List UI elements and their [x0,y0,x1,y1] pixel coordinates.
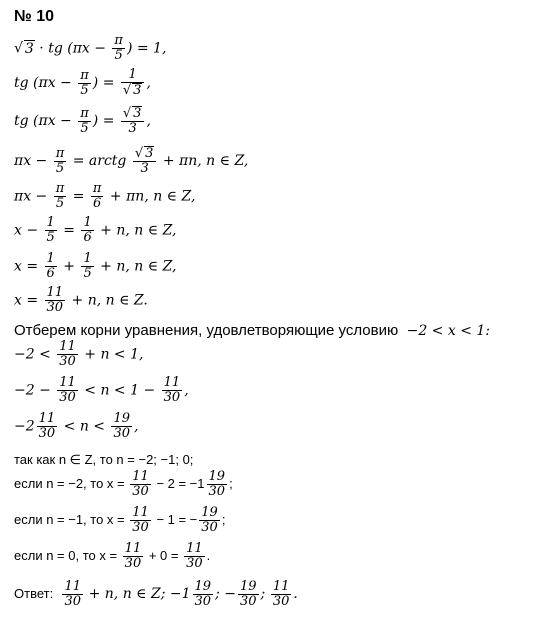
fraction: $\frac{19}{30}$ [239,579,257,609]
fraction: $\frac{√ 3}{3}$ [121,106,145,136]
inequality-1: −2 < $\frac{11}{30}$ + n < 1, [14,339,144,369]
equation-line-1: √ 3 · tg (πx − $\frac{\pi}{5}$ ) = 1, [14,33,167,63]
fraction: $\frac{1}{5}$ [46,215,55,245]
inequality-3: −2 $\frac{11}{30}$ < n < $\frac{19}{30}$ , [14,411,139,441]
fraction: $\frac{1}{5}$ [83,251,92,281]
fraction: $\frac{11}{30}$ [38,411,56,441]
answer-line: Ответ: $\frac{11}{30}$ + n, n ∈ Z; −1 $\frac{19}{30}$ ; − $\frac{19}{30}$ ; $\frac{11}{30}$ . [14,579,298,609]
fraction: $\frac{11}{30}$ [132,469,149,499]
inequality-2: −2 − $\frac{11}{30}$ < n < 1 − $\frac{11}{30}$ , [14,375,189,405]
case-n-0: если n = 0, то x = $\frac{11}{30}$ + 0 = $\frac{11}{30}$ . [14,541,211,571]
fraction: $\frac{11}{30}$ [59,339,76,369]
fraction: $\frac{11}{30}$ [186,541,203,571]
roots-intro: Отберем корни уравнения, удовлетворяющие условию −2 < x < 1: [14,322,491,339]
fraction: $\frac{1}{6}$ [83,215,92,245]
equation-line-7: x = $\frac{1}{6}$ + $\frac{1}{5}$ + n, n ∈ Z, [14,251,177,281]
case-n-minus-1: если n = −1, то x = $\frac{11}{30}$ − 1 = − $\frac{19}{30}$ ; [14,505,226,535]
fraction: $\frac{19}{30}$ [208,469,226,499]
fraction: $\frac{11}{30}$ [64,579,81,609]
fraction: $\frac{19}{30}$ [194,579,212,609]
fraction: $\frac{\pi}{6}$ [92,181,102,211]
fraction: $\frac{\pi}{5}$ [55,181,65,211]
fraction: $\frac{\pi}{5}$ [80,105,89,136]
fraction: $\frac{11}{30}$ [59,375,76,405]
fraction: $\frac{11}{30}$ [163,375,181,405]
equation-line-5: πx − $\frac{\pi}{5}$ = $\frac{\pi}{6}$ + πn, n ∈ Z, [14,181,196,211]
fraction: $\frac{11}{30}$ [46,285,64,315]
fraction: $\frac{\pi}{5}$ [114,33,123,63]
equation-line-2: tg (πx − $\frac{\pi}{5}$ ) = $\frac{1}{√ 3}$ , [14,67,151,98]
equation-line-4: πx − $\frac{\pi}{5}$ = arctg $\frac{√ 3}{3}$ + πn, n ∈ Z, [14,145,249,176]
problem-number: № 10 [14,8,55,25]
case-n-minus-2: если n = −2, то x = $\frac{11}{30}$ − 2 = −1 $\frac{19}{30}$ ; [14,469,233,499]
fraction: $\frac{11}{30}$ [124,541,142,571]
equation-line-6: x − $\frac{1}{5}$ = $\frac{1}{6}$ + n, n ∈ Z, [14,215,177,245]
equation-line-8: x = $\frac{11}{30}$ + n, n ∈ Z. [14,285,148,315]
equation-line-3: tg (πx − $\frac{\pi}{5}$ ) = $\frac{√ 3}{3}$ , [14,105,151,136]
since-line: так как n ∈ Z, то n = −2; −1; 0; [14,452,194,467]
fraction: $\frac{\pi}{5}$ [80,67,89,98]
fraction: $\frac{19}{30}$ [113,411,131,441]
fraction: $\frac{\pi}{5}$ [55,145,65,176]
fraction: $\frac{19}{30}$ [201,505,218,535]
fraction: $\frac{1}{6}$ [46,251,55,281]
fraction: $\frac{1}{√ 3}$ [121,68,145,98]
fraction: $\frac{11}{30}$ [272,579,290,609]
fraction: $\frac{√ 3}{3}$ [133,146,157,176]
fraction: $\frac{11}{30}$ [132,505,149,535]
